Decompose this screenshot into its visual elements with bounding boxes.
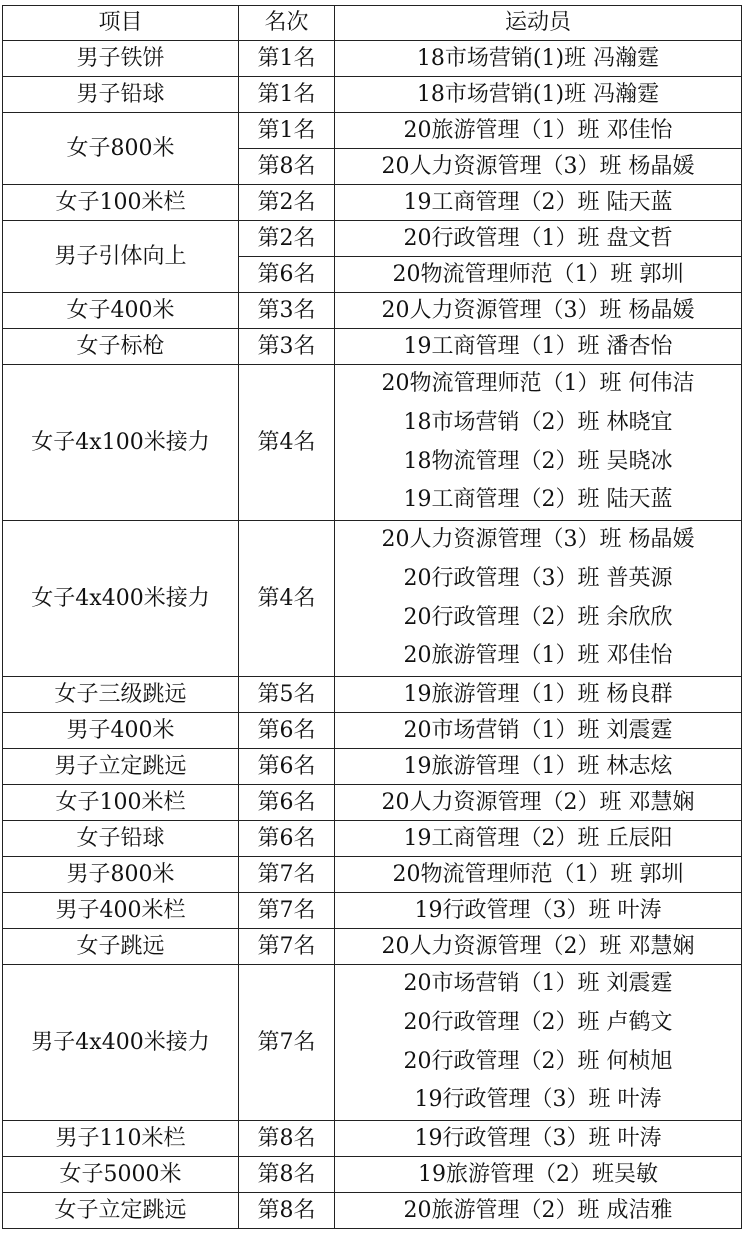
athlete-name: 20行政管理（2）班 何桢旭: [403, 1048, 673, 1074]
athlete-name: 20物流管理师范（1）班 郭圳: [392, 861, 684, 887]
event-cell: 女子800米: [3, 113, 239, 185]
rank-cell: 第6名: [239, 713, 335, 749]
header-rank: 名次: [239, 6, 335, 41]
athlete-name: 18市场营销（2）班 林晓宜: [403, 409, 673, 435]
rank-cell: 第8名: [239, 1157, 335, 1193]
table-row: [3, 1121, 742, 1157]
athlete-name: 19工商管理（1）班 潘杏怡: [403, 333, 673, 359]
athletes-cell: [335, 521, 742, 677]
athlete-name: 20人力资源管理（3）班 杨晶媛: [381, 153, 695, 179]
table-row: [3, 677, 742, 713]
table-row: [3, 1193, 742, 1229]
athlete-name: 20人力资源管理（2）班 邓慧娴: [381, 789, 695, 815]
table-row: [3, 1157, 742, 1193]
rank-cell: 第7名: [239, 857, 335, 893]
table-row: [3, 821, 742, 857]
header-athletes: 运动员: [335, 6, 742, 41]
athlete-name: 18市场营销(1)班 冯瀚霆: [416, 45, 660, 71]
athlete-name: 20物流管理师范（1）班 何伟洁: [381, 371, 695, 397]
athlete-name: 20旅游管理（1）班 邓佳怡: [403, 117, 673, 143]
athlete-name: 20人力资源管理（3）班 杨晶媛: [381, 297, 695, 323]
athletes-cell: [335, 329, 742, 365]
event-cell: 男子400米: [3, 713, 239, 749]
athletes-cell: [335, 149, 742, 185]
rank-cell: 第2名: [239, 185, 335, 221]
event-cell: 男子4x400米接力: [3, 965, 239, 1121]
table-row: [3, 365, 742, 521]
rank-cell: 第3名: [239, 329, 335, 365]
table-row: [3, 185, 742, 221]
athlete-name: 18物流管理（2）班 吴晓冰: [403, 448, 673, 474]
athletes-cell: [335, 257, 742, 293]
athletes-cell: [335, 857, 742, 893]
table-row: [3, 221, 742, 257]
event-cell: 女子三级跳远: [3, 677, 239, 713]
event-cell: 女子立定跳远: [3, 1193, 239, 1229]
table-row: [3, 749, 742, 785]
athlete-name: 18市场营销(1)班 冯瀚霆: [416, 81, 660, 107]
table-row: [3, 929, 742, 965]
event-cell: 女子4x100米接力: [3, 365, 239, 521]
rank-cell: 第3名: [239, 293, 335, 329]
header-row: [3, 6, 742, 41]
athletes-cell: [335, 893, 742, 929]
athletes-cell: [335, 713, 742, 749]
athlete-name: 20人力资源管理（2）班 邓慧娴: [381, 933, 695, 959]
athlete-name: 19工商管理（2）班 丘辰阳: [403, 825, 673, 851]
athlete-name: 20行政管理（1）班 盘文哲: [403, 225, 673, 251]
table-row: [3, 857, 742, 893]
event-cell: 女子4x400米接力: [3, 521, 239, 677]
rank-cell: 第8名: [239, 1121, 335, 1157]
athlete-name: 20人力资源管理（3）班 杨晶媛: [381, 527, 695, 553]
athlete-name: 20行政管理（2）班 卢鹤文: [403, 1009, 673, 1035]
rank-cell: 第6名: [239, 785, 335, 821]
table-row: [3, 113, 742, 149]
athletes-cell: [335, 41, 742, 77]
athlete-name: 19旅游管理（1）班 杨良群: [403, 681, 673, 707]
header-event: 项目: [3, 6, 239, 41]
athlete-name: 19旅游管理（2）班吴敏: [418, 1161, 658, 1187]
rank-cell: 第7名: [239, 929, 335, 965]
athlete-name: 20市场营销（1）班 刘震霆: [403, 971, 673, 997]
rank-cell: 第4名: [239, 365, 335, 521]
rank-cell: 第6名: [239, 821, 335, 857]
rank-cell: 第8名: [239, 1193, 335, 1229]
table-row: [3, 521, 742, 677]
results-table: [2, 5, 742, 1229]
athlete-name: 19行政管理（3）班 叶涛: [414, 1125, 662, 1151]
athletes-cell: [335, 821, 742, 857]
event-cell: 女子100米栏: [3, 785, 239, 821]
athletes-cell: [335, 185, 742, 221]
athletes-cell: [335, 1121, 742, 1157]
rank-cell: 第6名: [239, 749, 335, 785]
event-cell: 男子800米: [3, 857, 239, 893]
athletes-cell: [335, 113, 742, 149]
rank-cell: 第6名: [239, 257, 335, 293]
athlete-name: 20市场营销（1）班 刘震霆: [403, 717, 673, 743]
athlete-name: 19工商管理（2）班 陆天蓝: [403, 189, 673, 215]
athlete-name: 20旅游管理（2）班 成洁雅: [403, 1197, 673, 1223]
event-cell: 女子5000米: [3, 1157, 239, 1193]
rank-cell: 第7名: [239, 965, 335, 1121]
event-cell: 女子400米: [3, 293, 239, 329]
event-cell: 女子100米栏: [3, 185, 239, 221]
table-row: [3, 713, 742, 749]
athlete-name: 20行政管理（2）班 余欣欣: [403, 604, 673, 630]
athletes-cell: [335, 293, 742, 329]
table-row: [3, 329, 742, 365]
event-cell: 男子引体向上: [3, 221, 239, 293]
table-row: [3, 77, 742, 113]
athlete-name: 19行政管理（3）班 叶涛: [414, 897, 662, 923]
athletes-cell: [335, 221, 742, 257]
rank-cell: 第1名: [239, 77, 335, 113]
athletes-cell: [335, 749, 742, 785]
athletes-cell: [335, 77, 742, 113]
athletes-cell: [335, 785, 742, 821]
rank-cell: 第8名: [239, 149, 335, 185]
athlete-name: 19工商管理（2）班 陆天蓝: [403, 487, 673, 513]
table-row: [3, 41, 742, 77]
event-cell: 男子铅球: [3, 77, 239, 113]
table-row: [3, 785, 742, 821]
rank-cell: 第4名: [239, 521, 335, 677]
event-cell: 女子跳远: [3, 929, 239, 965]
athletes-cell: [335, 677, 742, 713]
athlete-name: 20旅游管理（1）班 邓佳怡: [403, 643, 673, 669]
rank-cell: 第5名: [239, 677, 335, 713]
rank-cell: 第1名: [239, 41, 335, 77]
event-cell: 男子400米栏: [3, 893, 239, 929]
table-row: [3, 293, 742, 329]
rank-cell: 第2名: [239, 221, 335, 257]
athlete-name: 20行政管理（3）班 普英源: [403, 565, 673, 591]
event-cell: 男子立定跳远: [3, 749, 239, 785]
event-cell: 女子铅球: [3, 821, 239, 857]
table-row: [3, 893, 742, 929]
table-row: [3, 965, 742, 1121]
athletes-cell: [335, 365, 742, 521]
athletes-cell: [335, 965, 742, 1121]
event-cell: 男子铁饼: [3, 41, 239, 77]
event-cell: 女子标枪: [3, 329, 239, 365]
athlete-name: 20物流管理师范（1）班 郭圳: [392, 261, 684, 287]
rank-cell: 第1名: [239, 113, 335, 149]
event-cell: 男子110米栏: [3, 1121, 239, 1157]
athletes-cell: [335, 1193, 742, 1229]
athlete-name: 19旅游管理（1）班 林志炫: [403, 753, 673, 779]
rank-cell: 第7名: [239, 893, 335, 929]
athletes-cell: [335, 929, 742, 965]
athletes-cell: [335, 1157, 742, 1193]
athlete-name: 19行政管理（3）班 叶涛: [414, 1087, 662, 1113]
